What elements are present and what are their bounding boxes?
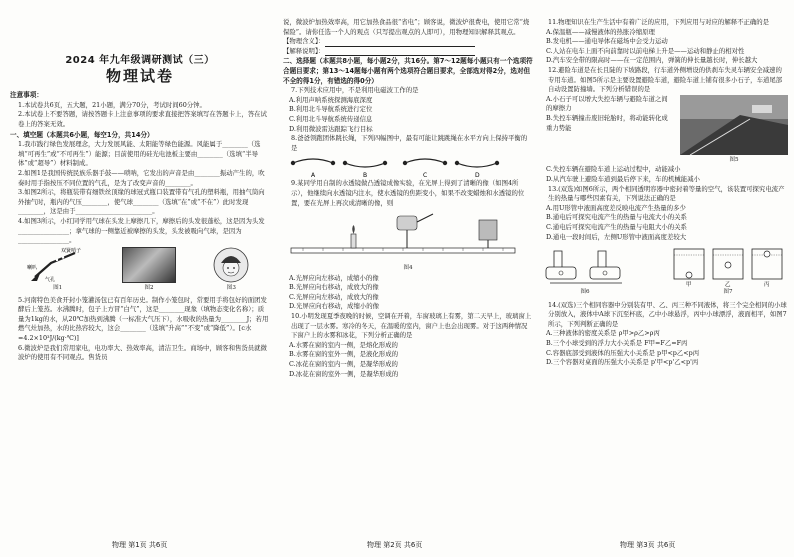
q11-option-c: C.人站在电车上面不向前靠时以前电梯上升是——运动和静止的相对性: [546, 46, 745, 55]
q10-option-d: D.冰花在窗的室外一侧，是凝华形成的: [289, 369, 399, 378]
question-9: 9.某同学用自制的水透镜做凸透镜成像实验，在光屏上得到了清晰的像（如图4所示），他继续向水透镜内注水，使水透镜的焦距变小，如果不改变蜡烛和水透镜的位置，要在光屏上再次成清晰的像，则: [291, 179, 525, 207]
q13-option-a: A.用U形管中液面高度差反映电流产生热量的多少: [546, 203, 686, 212]
figure-7: [668, 245, 788, 298]
question-3: 3.如图2所示，将瓶装带有细铁丝顶缘的球冠式瓶口装置带有气孔的塑料瓶，用抽气筒向外抽气时，瓶内的气压________，使气球________（选填“在”或“不在”）此时发现________，这是由于________________________。: [18, 188, 265, 216]
figure-2: [122, 247, 176, 294]
q9-option-b: B.光屏应向右移动，成放大的像: [289, 283, 379, 292]
page-column-1: [10, 18, 270, 530]
balloon-hair-illustration: [209, 247, 253, 283]
figure-5: [680, 95, 788, 166]
question-6: 6.微波炉是我们常用家电，电功率大、热效率高，清洁卫生。商场中，顾客和售货员就微波炉的使用有不同观点。售货员: [18, 343, 267, 362]
q8-option-a-label: A: [311, 172, 316, 180]
question-12: 12.避险车道是在长且陡的下坡路段，行车道外侧增设的供刹车失灵车辆安全减速的专用车道。如图5所示是主要设置避险车道，避险车道上铺有很多小石子，车道尾部自动设置防撞墙。下列分析错误的是: [548, 65, 783, 94]
escape-lane-photo: [680, 95, 788, 155]
notice-heading: 注意事项：: [10, 91, 43, 100]
figure-5-caption: 图5: [729, 156, 739, 163]
u-tube-heating-diagram: [540, 245, 630, 287]
q10-option-a: A.水雾在窗的室内一侧，是熔化形成的: [289, 340, 398, 349]
q10-option-c: C.冰花在窗的室内一侧，是凝华形成的: [289, 360, 398, 369]
container-b-label: 乙: [725, 282, 731, 288]
q7-option-d: D.利用微波雷达跟踪飞行目标: [289, 124, 373, 133]
q12-option-c: C.失控车辆在避险车道上运动过程中，动能减小: [546, 165, 681, 174]
container-c-label: 丙: [764, 282, 770, 288]
question-4: 4.如图3所示，小红同学用气球在头发上摩擦几下，摩擦后的头发很蓬松，这是因为头发________________；拿气球的一侧靠近被摩擦的头发，头发被吸向气球，是因为________________。: [18, 216, 265, 245]
q12-option-d: D.从汽车驶上避险车道到最后停下来，车的机械能减小: [546, 174, 700, 183]
q13-option-c: C.通电后可探究电流产生的热量与电阻大小的关系: [546, 222, 687, 231]
q8-option-c-label: C: [423, 172, 428, 180]
q8-option-b-label: B: [363, 172, 368, 180]
question-5: 5.河南特色美食开封小笼灌汤包已有百年历史。制作小笼包时，常要用手将包好的面团发酵后上笼蒸。水沸腾时，包子上方冒“白气”，这是________现象（填物态变化名称）；质量为1kg的水，从20℃加热到沸腾（一标准大气压下），水吸收的热量为________J；若用燃气灶加热，水的比热容较大，这会________（选填“升高”“不变”或“降低”）。[c水=4.2×10³J/(kg·℃)]: [18, 295, 269, 343]
page-column-2: [283, 18, 533, 530]
figure-6: [540, 245, 630, 298]
section-2-heading: 二、选择题（本题共8小题，每小题2分，共16分。第7～12题每小题只有一个选项符合题目要求；第13～14题每小题有两个选项符合题目要求，全部选对得2分，选对但不全的得1分，有错选的得0分）: [283, 57, 533, 85]
figure-4-caption: 图4: [403, 265, 413, 272]
q13-option-d: D.通电一段时间后，左侧U形管中液面高度差较大: [546, 232, 687, 241]
q10-option-b: B.水雾在窗的室外一侧，是液化形成的: [289, 350, 398, 359]
question-2: 2.如图1是我国传统民族乐器手鼓——唢呐，它发出的声音是由________振动产生的，吹奏时用手指按压不同位置的气孔，是为了改变声音的________。: [18, 168, 265, 187]
q9-option-c: C.光屏应向左移动，成放大的像: [289, 292, 379, 301]
page-column-3: [540, 18, 788, 530]
page-footer-1: 物理 第1页 共6页: [112, 541, 168, 549]
fig1-hole-label: 气孔: [44, 277, 55, 284]
q7-option-a: A.利用声呐系统探测海底深度: [289, 95, 373, 104]
fig1-reed-label: 双簧哨子: [60, 248, 81, 255]
section-1-heading: 一、填空题（本题共6小题，每空1分，共14分）: [10, 130, 154, 139]
q14-option-b: B.三个小球受到的浮力大小关系是 F甲=F乙=F丙: [546, 339, 688, 348]
q11-option-d: D.汽车安全带的限高时——在一定范围内，弹簧的伸长量越长时，伸长越大: [546, 56, 758, 65]
question-1: 1.我市践行绿色发展理念，大力发展风能、太阳能等绿色能源。风能属于________（选填“可再生”或“不可再生”）能源；目前使用的硅光电池板主要由________（选填“半导体”或“超导”）材料制成。: [18, 140, 261, 168]
subject-title: 物理试卷: [105, 66, 174, 85]
question-8: 8.爸爸领跑团体跳长绳，下列四幅图中，最有可能让跳跳绳在水平方向上保持平衡的是: [291, 134, 528, 152]
three-containers-diagram: [668, 245, 788, 287]
q14-option-c: C.容器底部受到液体的压强大小关系是 p甲<p乙<p丙: [546, 348, 700, 357]
q6-meaning-line: [283, 37, 533, 47]
fig1-horn-label: 喇叭: [26, 265, 37, 272]
q13-option-b: B.通电后可探究电流产生的热量与电流大小的关系: [546, 213, 687, 222]
question-7: 7.下列技术应用中，不是利用电磁波工作的是: [291, 86, 419, 95]
notice-item-1: 1.本试卷共6页，五大题，21小题，满分70分，考试时间60分钟。: [18, 100, 206, 109]
q11-option-b: B.发电机——通电导体在磁场中会受力运动: [546, 37, 668, 46]
question-11: 11.物理知识在生产生活中有着广泛的应用，下列应用与对应的解释不正确的是: [548, 18, 770, 26]
q7-option-c: C.利用北斗导航系统传递信息: [289, 114, 373, 123]
figure-3: [209, 247, 253, 294]
container-a-label: 甲: [686, 282, 692, 288]
answer-line: [325, 49, 475, 56]
figure-7-caption: 图7: [723, 289, 733, 296]
question-14: 14.(双选)三个相同容器中分别装有甲、乙、丙三种不同液体，将三个完全相同的小球分别放入，液体中A球下沉至杯底，乙中小球悬浮，丙中小球漂浮，液面相平，如图7所示，下列判断正确的是: [548, 300, 787, 328]
q14-option-a: A.三种液体的密度关系是 ρ甲>ρ乙>ρ丙: [546, 329, 660, 338]
question-10: 10.小明发现夏季夜晚的时候，空调在开着，车窗玻璃上有雾，第二天早上，玻璃窗上出现了一层水雾。寒冷的冬天，在温暖的室内，窗户上也会出现雾。对于这两种情况下窗户上的水雾和冰花，下列分析正确的是: [291, 312, 532, 340]
q12-option-b: B.失控车辆撞击废旧轮胎时，将动能转化成重力势能: [546, 113, 668, 132]
figure-6-caption: 图6: [580, 289, 590, 296]
q14-option-d: D.三个容器对桌面的压强大小关系是 p'甲<p'乙<p'丙: [546, 358, 699, 367]
q6-explain-label: 【解释说明】：: [283, 46, 325, 55]
q6-explain-line: [283, 47, 533, 57]
water-lens-diagram: [283, 208, 523, 264]
q7-option-b: B.利用北斗导航系统进行定位: [289, 105, 373, 114]
bottle-experiment-photo: [122, 247, 176, 283]
suona-illustration: [27, 247, 89, 283]
figure-2-caption: 图2: [144, 285, 154, 292]
q12-options-with-figure: [540, 95, 788, 166]
question-13: 13.(双选)如图6所示，两个相同透明容器中密封着等量的空气，该装置可探究电流产生的热量与哪些因素有关，下列说法正确的是: [548, 184, 785, 203]
q11-option-a: A.保温瓶——减慢液体的热胀冷缩原理: [546, 27, 655, 36]
question-6-continued: 说，微波炉加热效率高，用它加热食品很“省电”；顾客说，微波炉很费电，使用它常“烧保险”。请你任选一个人的观点（只写提出观点的人即可），用物理知识解释其观点。: [283, 18, 530, 36]
exam-title: 2024 年九年级调研测试（三）: [65, 55, 215, 66]
figure-3-caption: 图3: [226, 285, 236, 292]
q12-option-a: A.小石子可以增大失控车辆与避险车道之间的摩擦力: [546, 94, 668, 113]
jump-rope-figures: [283, 153, 523, 179]
q9-option-d: D.光屏应向右移动，成缩小的像: [289, 302, 380, 311]
page-footer-2: 物理 第2页 共6页: [367, 541, 423, 549]
figure-1-caption: 图1: [53, 285, 63, 292]
q9-option-a: A.光屏应向左移动，成缩小的像: [289, 273, 379, 282]
page-footer-3: 物理 第3页 共6页: [620, 541, 676, 549]
figure-1: [27, 247, 89, 294]
figures-6-7: [540, 245, 788, 298]
figures-1-3: [10, 248, 270, 294]
q6-meaning-label: 【物理含义】：: [283, 37, 325, 46]
q12-options: [540, 95, 674, 133]
answer-line: [325, 40, 475, 47]
q8-option-d-label: D: [475, 172, 480, 180]
notice-item-2: 2.本试卷上不要答题，请按答题卡上注意事项的要求直接把答案填写在答题卡上，答在试卷上的答案无效。: [18, 110, 267, 128]
